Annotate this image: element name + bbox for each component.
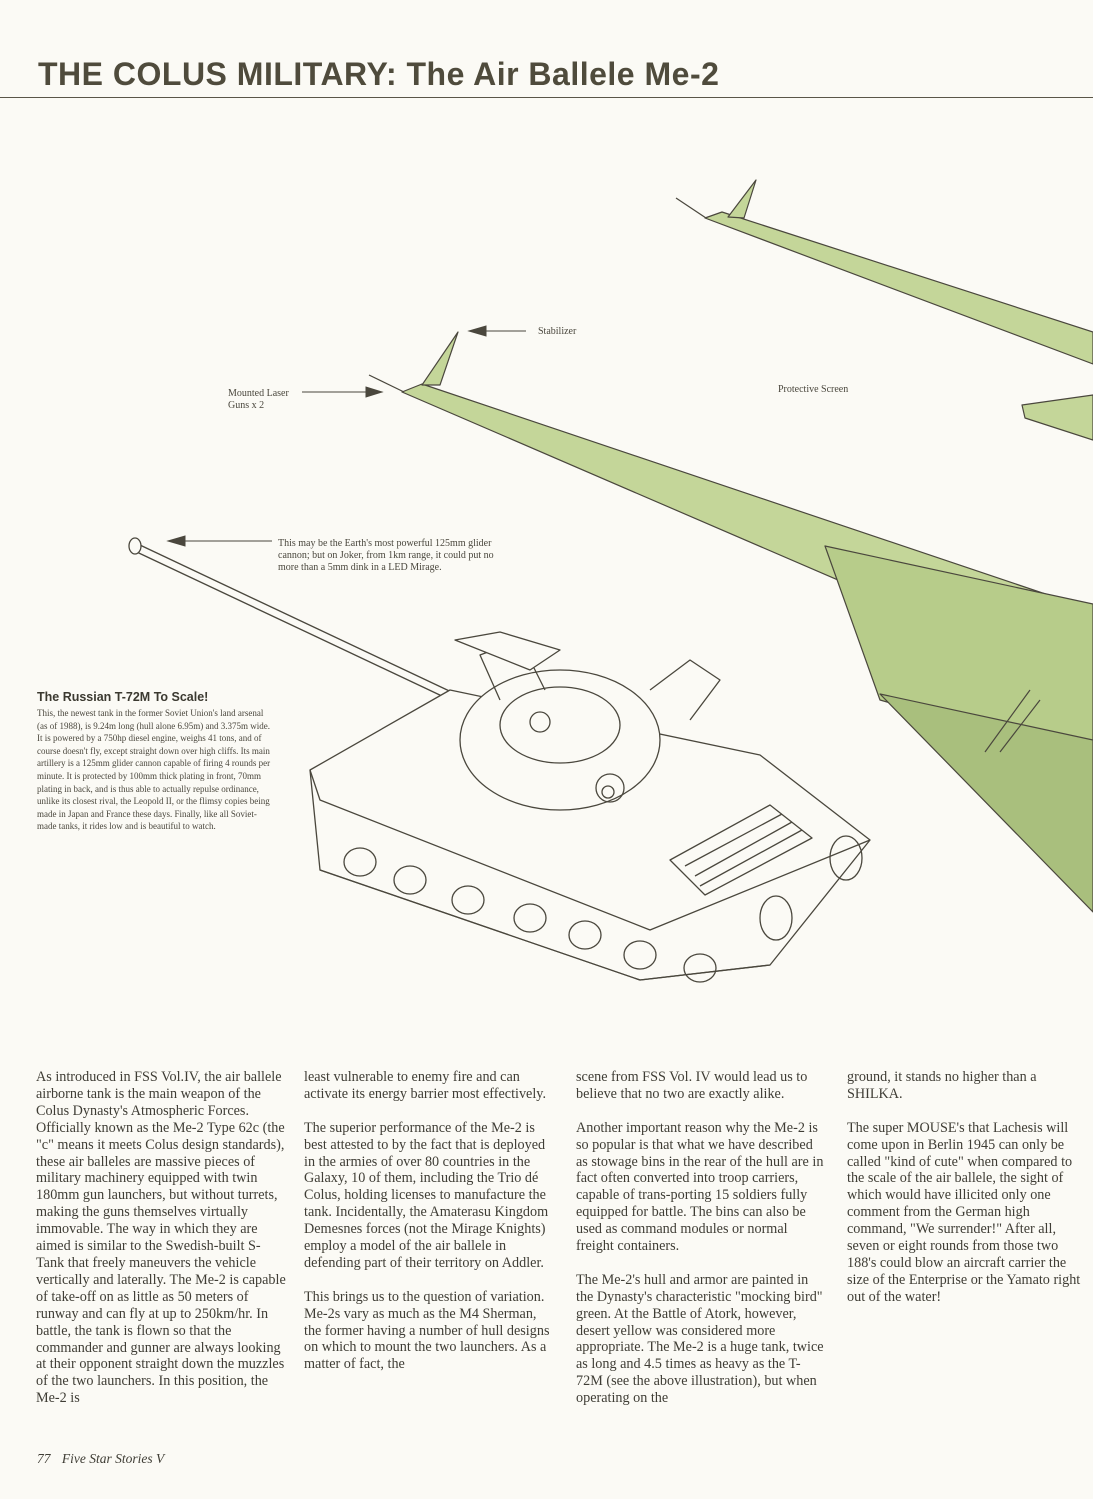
- book-title: Five Star Stories V: [61, 1451, 165, 1466]
- arrow-icon: [366, 387, 382, 397]
- upper-laser-gun: [676, 198, 706, 218]
- paragraph: The super MOUSE's that Lachesis will come upon in Berlin 1945 can only be called "kind of cute" when compared to the scale of the air ballele, the sight of which would have illicited only one comment from the German high command, "We surrender!" After all, seven or eight rounds from those two 188's could blow an aircraft carrier the size of the Enterprise or the Yamato right out of the water!: [847, 1119, 1081, 1305]
- arrow-icon: [469, 326, 486, 336]
- arrow-icon: [168, 536, 185, 546]
- laser-guns-label: Mounted Laser Guns x 2: [228, 388, 289, 411]
- protective-screen: [1022, 395, 1093, 440]
- text-column-4: [847, 1069, 1087, 1306]
- text-column-2: [304, 1069, 550, 1373]
- page-number: 77: [37, 1451, 51, 1466]
- leader-lines: [168, 326, 526, 546]
- upper-stabilizer-fin: [728, 180, 756, 218]
- page-footer: [37, 1451, 164, 1467]
- paragraph: This brings us to the question of variation. Me-2s vary as much as the M4 Sherman, the former having a number of hull designs on which to mount the two launchers. As a matter of fact, the: [304, 1288, 550, 1373]
- protective-screen-label: Protective Screen: [778, 384, 849, 395]
- paragraph: The superior performance of the Me-2 is best attested to by the fact that is deployed in the armies of over 80 countries in the Galaxy, 10 of them, including the Trio dé Colus, holding licenses to manufacture the tank. Incidentally, the Amaterasu Kingdom Demesnes forces (not the Mirage Knights) employ a model of the air ballele in defending part of their territory on Addler.: [304, 1119, 549, 1271]
- caption-title: The Russian T-72M To Scale!: [37, 690, 209, 704]
- paragraph: ground, it stands no higher than a SHILKA.: [847, 1069, 1037, 1102]
- paragraph: The Me-2's hull and armor are painted in the Dynasty's characteristic "mocking bird" green. At the Battle of Atork, however, desert yellow was considered more appropriate. The Me-2 is a huge tank, twice as long and 4.5 times as heavy as the T-72M (see the above illustration), but when operating on the: [576, 1271, 824, 1407]
- paragraph: least vulnerable to enemy fire and can activate its energy barrier most effectively.: [304, 1069, 547, 1102]
- caption-text: This, the newest tank in the former Soviet Union's land arsenal (as of 1988), is 9.24m long (hull alone 6.95m) and 3.375m wide. It is powered by a 750hp diesel engine, weighs 41 tons, and of course doesn't fly, except straight down over high cliffs. Its main artillery is a 125mm glider cannon capable of firing 4 rounds per minute. It is protected by 100mm thick plating in front, 70mm plating in back, and is thus able to actually repulse ordinance, unlike its closest rival, the Leopold II, or the flimsy copies being made in Japan and France these days. Finally, like all Soviet-made tanks, it rides low and is beautiful to watch.: [37, 708, 271, 832]
- tank-caption: [37, 690, 272, 833]
- lower-stabilizer-fin: [422, 332, 458, 385]
- paragraph: Another important reason why the Me-2 is so popular is that what we have described as stowage bins in the rear of the hull are in fact often converted into troop carriers, capable of trans-porting 15 soldiers fully equipped for battle. The bins can also be used as command modules or normal freight containers.: [576, 1119, 824, 1255]
- stabilizer-label: Stabilizer: [538, 326, 577, 337]
- upper-gun-barrel: [705, 212, 1093, 364]
- page-title: THE COLUS MILITARY: The Air Ballele Me-2: [38, 56, 720, 92]
- text-column-1: [36, 1069, 286, 1407]
- paragraph: scene from FSS Vol. IV would lead us to believe that no two are exactly alike.: [576, 1069, 808, 1102]
- cannon-note: This may be the Earth's most powerful 125mm glider cannon; but on Joker, from 1km range, it could put no more than a 5mm dink in a LED Mirage.: [278, 538, 494, 573]
- paragraph: As introduced in FSS Vol.IV, the air ballele airborne tank is the main weapon of the Colus Dynasty's Atmospheric Forces. Officially known as the Me-2 Type 62c (the "c" means it meets Colus design standards), these air balleles are massive pieces of military machinery equipped with twin 180mm gun launchers, but without turrets, making the guns themselves virtually immovable. The way in which they are aimed is similar to the Swedish-built S-Tank that freely maneuvers the vehicle vertically and laterally. The Me-2 is capable of take-off on as little as 50 meters of runway and can fly at up to 250km/hr. In battle, the tank is flown so that the commander and gunner are always looking at their opponent straight down the muzzles of the two launchers. In this position, the Me-2 is: [36, 1069, 286, 1407]
- text-column-3: [576, 1069, 826, 1407]
